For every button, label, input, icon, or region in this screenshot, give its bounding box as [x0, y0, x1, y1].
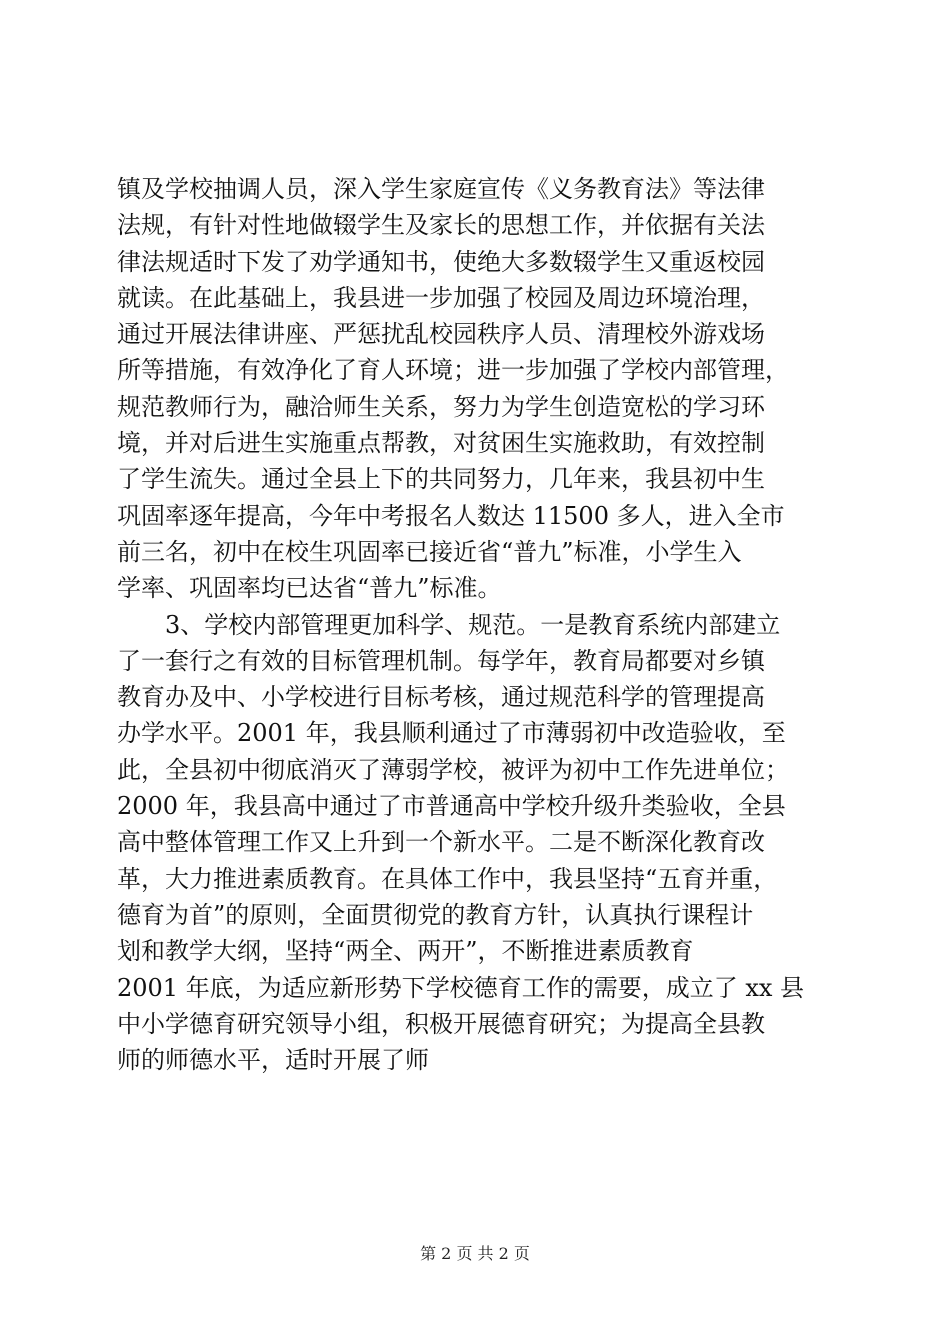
text-line: 通过开展法律讲座、严惩扰乱校园秩序人员、清理校外游戏场 [117, 320, 765, 349]
text-line: 办学水平。2001 年，我县顺利通过了市薄弱初中改造验收，至 [117, 719, 786, 748]
text-line: 学率、巩固率均已达省“普九”标准。 [117, 574, 502, 603]
text-line: 规范教师行为，融洽师生关系，努力为学生创造宽松的学习环 [117, 392, 765, 421]
text-line: 师的师德水平，适时开展了师 [117, 1046, 429, 1075]
text-line: 此，全县初中彻底消灭了薄弱学校，被评为初中工作先进单位； [117, 755, 789, 784]
paragraph-start-line: 3、学校内部管理更加科学、规范。一是教育系统内部建立 [165, 610, 781, 639]
text-line: 教育办及中、小学校进行目标考核，通过规范科学的管理提高 [117, 683, 765, 712]
text-line: 了学生流失。通过全县上下的共同努力，几年来，我县初中生 [117, 465, 765, 494]
text-line: 中小学德育研究领导小组，积极开展德育研究；为提高全县教 [117, 1009, 765, 1038]
text-line: 法规，有针对性地做辍学生及家长的思想工作，并依据有关法 [117, 211, 765, 240]
text-line: 革，大力推进素质教育。在具体工作中，我县坚持“五育并重， [117, 864, 778, 893]
text-line: 巩固率逐年提高，今年中考报名人数达 11500 多人，进入全市 [117, 501, 785, 530]
text-line: 了一套行之有效的目标管理机制。每学年，教育局都要对乡镇 [117, 646, 765, 675]
text-line: 镇及学校抽调人员，深入学生家庭宣传《义务教育法》等法律 [117, 175, 765, 203]
text-line: 划和教学大纲，坚持“两全、两开”，不断推进素质教育 [117, 937, 694, 966]
page-footer [0, 1243, 950, 1265]
text-line: 高中整体管理工作又上升到一个新水平。二是不断深化教育改 [117, 828, 765, 857]
text-line: 2001 年底，为适应新形势下学校德育工作的需要，成立了 xx 县 [117, 973, 805, 1002]
body-text [117, 171, 849, 1078]
text-line: 德育为首”的原则，全面贯彻党的教育方针，认真执行课程计 [117, 900, 754, 929]
text-line: 境，并对后进生实施重点帮教，对贫困生实施救助，有效控制 [117, 429, 765, 458]
text-line: 前三名，初中在校生巩固率已接近省“普九”标准，小学生入 [117, 537, 742, 566]
text-line: 律法规适时下发了劝学通知书，使绝大多数辍学生又重返校园 [117, 247, 765, 276]
text-line: 2000 年，我县高中通过了市普通高中学校升级升类验收，全县 [117, 792, 786, 821]
text-line: 所等措施，有效净化了育人环境；进一步加强了学校内部管理， [117, 356, 789, 385]
text-line: 就读。在此基础上，我县进一步加强了校园及周边环境治理， [117, 283, 765, 312]
page-number-label: 第 2 页 共 2 页 [420, 1244, 530, 1263]
